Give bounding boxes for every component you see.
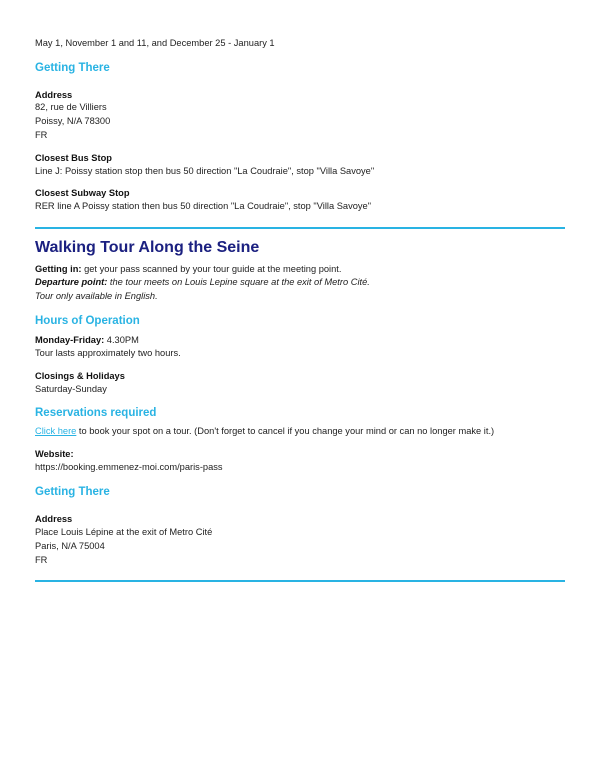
- page-title: Walking Tour Along the Seine: [35, 239, 260, 256]
- bus-stop-label: Closest Bus Stop: [35, 153, 112, 163]
- language-note: Tour only available in English.: [35, 291, 158, 301]
- getting-in-text: get your pass scanned by your tour guide at the meeting point.: [81, 264, 342, 274]
- address-line: FR: [35, 130, 48, 140]
- departure-text: the tour meets on Louis Lepine square at the exit of Metro Cité.: [107, 277, 370, 287]
- closing-dates: May 1, November 1 and 11, and December 25 - January 1: [35, 38, 275, 48]
- bus-stop-text: Line J: Poissy station stop then bus 50 direction "La Coudraie", stop "Villa Savoye": [35, 166, 375, 176]
- getting-in-label: Getting in:: [35, 264, 82, 274]
- address-label: Address: [35, 90, 73, 100]
- address-line: Poissy, N/A 78300: [35, 116, 111, 126]
- address-line: FR: [35, 555, 48, 565]
- address-label: Address: [35, 514, 73, 524]
- getting-there-heading: Getting There: [35, 486, 110, 498]
- section-divider: [35, 580, 565, 582]
- closings-label: Closings & Holidays: [35, 371, 125, 381]
- reservations-heading: Reservations required: [35, 407, 157, 419]
- address-line: 82, rue de Villiers: [35, 102, 107, 112]
- hours-heading: Hours of Operation: [35, 315, 140, 327]
- reservation-text: [35, 425, 494, 437]
- departure-label: Departure point:: [35, 277, 108, 287]
- duration: Tour lasts approximately two hours.: [35, 348, 181, 358]
- hours: [35, 334, 139, 346]
- reservation-note: to book your spot on a tour. (Don't forget to cancel if you change your mind or can no longer make it.): [76, 426, 495, 436]
- click-here-link[interactable]: Click here: [35, 426, 77, 436]
- subway-stop-text: RER line A Poissy station then bus 50 direction "La Coudraie", stop "Villa Savoye": [35, 201, 372, 211]
- subway-stop-label: Closest Subway Stop: [35, 188, 130, 198]
- getting-in: [35, 263, 341, 275]
- hours-value: 4.30PM: [104, 335, 139, 345]
- address-line: Paris, N/A 75004: [35, 541, 105, 551]
- website-url: https://booking.emmenez-moi.com/paris-pass: [35, 462, 223, 472]
- website-label: Website:: [35, 449, 74, 459]
- address-line: Place Louis Lépine at the exit of Metro Cité: [35, 527, 213, 537]
- closings-value: Saturday-Sunday: [35, 384, 107, 394]
- departure-point: [35, 276, 370, 288]
- hours-label: Monday-Friday:: [35, 335, 105, 345]
- getting-there-heading: Getting There: [35, 62, 110, 74]
- section-divider: [35, 227, 565, 229]
